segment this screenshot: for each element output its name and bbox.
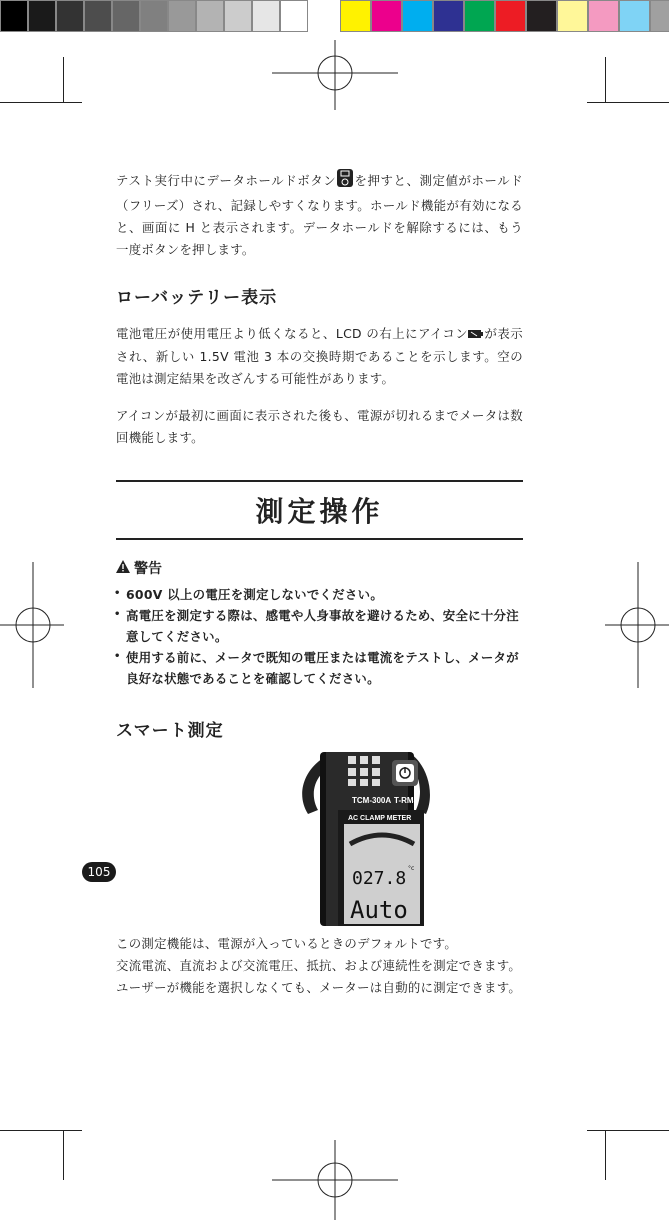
warning-list [116, 584, 523, 689]
low-battery-section [116, 283, 523, 308]
color-swatch [56, 0, 84, 32]
color-swatch [588, 0, 619, 32]
color-swatch [495, 0, 526, 32]
color-swatch [557, 0, 588, 32]
color-swatch [619, 0, 650, 32]
color-swatch [196, 0, 224, 32]
color-swatch [280, 0, 308, 32]
registration-mark-right [605, 562, 669, 688]
low-battery-heading: ローバッテリー表示 [116, 288, 278, 308]
color-swatch [650, 0, 669, 32]
color-swatch [371, 0, 402, 32]
color-swatch [0, 0, 28, 32]
crop-mark [63, 57, 64, 102]
trms-label: T-RMS [394, 796, 419, 805]
lcd-mode: Auto [350, 896, 408, 924]
smart-default-text: この測定機能は、電源が入っているときのデフォルトです。 [116, 936, 458, 951]
warning-item: • 高電圧を測定する際は、感電や人身事故を避けるため、安全に十分注意してください。 [116, 605, 523, 647]
color-swatch [252, 0, 280, 32]
warning-section [116, 558, 523, 689]
warning-triangle-icon [116, 560, 130, 577]
color-swatch [526, 0, 557, 32]
color-calibration-bar [340, 0, 669, 32]
crop-mark [0, 102, 82, 103]
smart-measurement-heading: スマート測定 [116, 721, 224, 741]
registration-mark-left [0, 562, 64, 688]
warning-item: • 使用する前に、メータで既知の電圧または電流をテストし、メータが良好な状態であることを確認してください。 [116, 647, 523, 689]
grayscale-calibration-bar [0, 0, 308, 32]
low-battery-paragraph: 電池電圧が使用電圧より低くなると、LCD の右上にアイコン が表示され、新しい 1.5V 電池 3 本の交換時期であることを示します。空の電池は測定結果を改ざんする可能性があります。 [116, 323, 523, 390]
color-swatch [28, 0, 56, 32]
crop-mark [587, 1130, 669, 1131]
crop-mark [587, 102, 669, 103]
crop-mark [605, 57, 606, 102]
measurement-title: 測定操作 [255, 495, 384, 528]
color-swatch [340, 0, 371, 32]
lcd-unit: °c [408, 865, 415, 872]
smart-capability-text: 交流電流、直流および交流電圧、抵抗、および連続性を測定できます。 [116, 958, 522, 973]
color-swatch [140, 0, 168, 32]
color-swatch [402, 0, 433, 32]
registration-mark-bottom [272, 1140, 398, 1220]
battery-icon [468, 324, 484, 346]
page-number-badge: 105 [82, 862, 116, 882]
color-swatch [433, 0, 464, 32]
color-swatch [84, 0, 112, 32]
color-swatch [464, 0, 495, 32]
warning-item: • 600V 以上の電圧を測定しないでください。 [116, 584, 523, 605]
model-label: TCM-300A [352, 796, 392, 805]
crop-mark [605, 1130, 606, 1180]
registration-mark-top [272, 40, 398, 110]
color-swatch [168, 0, 196, 32]
warning-heading: 警告 [116, 558, 523, 578]
device-brand-label: AC CLAMP METER [348, 815, 412, 822]
low-battery-note: アイコンが最初に画面に表示された後も、電源が切れるまでメータは数回機能します。 [116, 408, 523, 445]
data-hold-section [116, 168, 523, 261]
measurement-section-banner [116, 480, 523, 540]
hold-button-icon [336, 168, 354, 195]
clamp-meter-illustration [286, 752, 446, 926]
color-swatch [112, 0, 140, 32]
data-hold-paragraph: テスト実行中にデータホールドボタン を押すと、測定値がホールド（フリーズ）され、記録しやすくなります。ホールド機能が有効になると、画面に H と表示されます。データホールドを解除するには、もう一度ボタンを押します。 [116, 168, 523, 261]
color-swatch [224, 0, 252, 32]
smart-auto-text: ユーザーが機能を選択しなくても、メーターは自動的に測定できます。 [116, 980, 522, 995]
crop-mark [0, 1130, 82, 1131]
lcd-reading: 027.8 [352, 868, 407, 889]
crop-mark [63, 1130, 64, 1180]
